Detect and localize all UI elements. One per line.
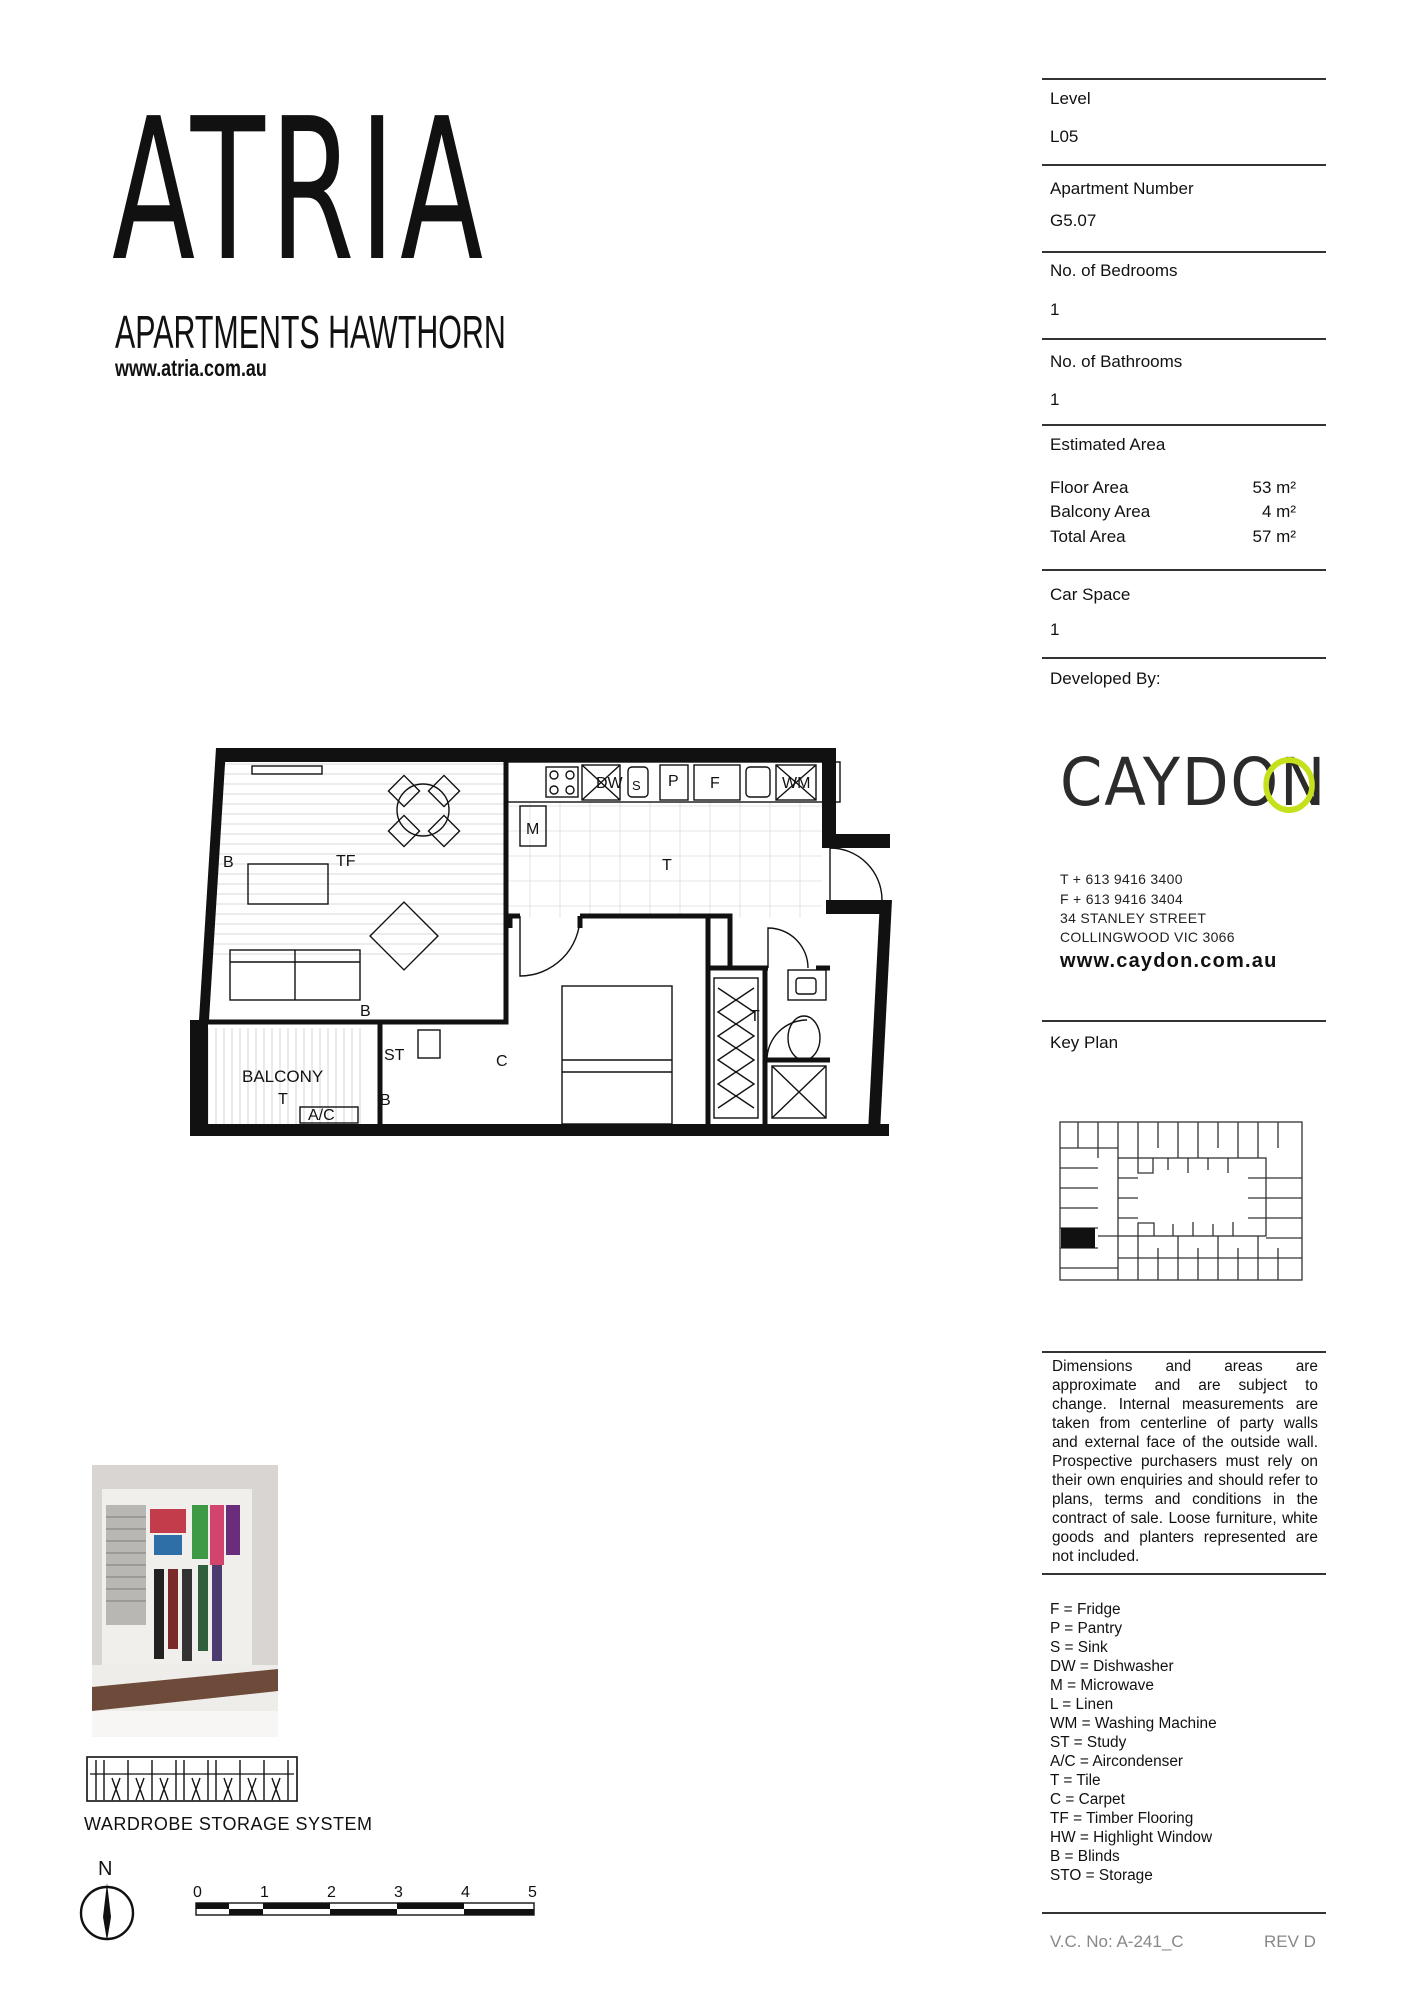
divider — [1042, 338, 1326, 340]
divider — [1042, 251, 1326, 253]
plan-label-b1: B — [223, 854, 234, 871]
wardrobe-diagram — [86, 1756, 298, 1802]
area-label: Estimated Area — [1050, 435, 1166, 454]
plan-label-balcony: BALCONY — [242, 1067, 324, 1086]
level-label: Level — [1050, 89, 1091, 108]
floor-area-label: Floor Area — [1050, 478, 1129, 497]
developer-street: 34 STANLEY STREET — [1060, 910, 1207, 926]
scale-tick-label: 0 — [193, 1884, 202, 1901]
legend-item: ST = Study — [1050, 1734, 1127, 1751]
balcony-area-label: Balcony Area — [1050, 502, 1151, 521]
scale-tick-label: 4 — [461, 1884, 470, 1901]
plan-label-ac: A/C — [308, 1107, 335, 1124]
bedrooms-label: No. of Bedrooms — [1050, 261, 1178, 280]
north-label: N — [98, 1858, 113, 1880]
developer-logo — [1060, 744, 1327, 821]
total-area-label: Total Area — [1050, 527, 1126, 546]
divider — [1042, 424, 1326, 426]
developer-city: COLLINGWOOD VIC 3066 — [1060, 929, 1235, 945]
developer-logo-ring — [1261, 752, 1322, 818]
north-arrow — [78, 1855, 138, 1943]
bathrooms-label: No. of Bathrooms — [1050, 352, 1183, 371]
developer-fax: F + 613 9416 3404 — [1060, 891, 1184, 907]
divider — [1042, 569, 1326, 571]
apartment-value: G5.07 — [1050, 211, 1097, 230]
car-label: Car Space — [1050, 585, 1131, 604]
footer-rev: REV D — [1264, 1932, 1316, 1951]
developer-label: Developed By: — [1050, 669, 1161, 688]
plan-label-wm: WM — [782, 775, 811, 792]
developer-web[interactable]: www.caydon.com.au — [1060, 950, 1278, 972]
developer-logo-text: CAYDON — [1060, 744, 1328, 821]
apartment-label: Apartment Number — [1050, 179, 1194, 198]
disclaimer-text: Dimensions and areas are approximate and are subject to change. Internal measurements are taken from centerline of party walls and external face of the outside wall. Prospective purchasers must rely on their own enquiries and should refer to plans, terms and conditions in the contract of sale. Loose furniture, white goods and planters represented are not included. — [1052, 1358, 1318, 1565]
legend — [1050, 1600, 1217, 1885]
plan-label-f: F — [710, 775, 720, 792]
brand-url[interactable]: www.atria.com.au — [115, 355, 267, 381]
legend-item: A/C = Aircondenser — [1050, 1753, 1184, 1770]
plan-label-t2: T — [750, 1008, 760, 1025]
balcony-area-row — [1050, 502, 1296, 522]
key-plan-highlight — [1061, 1228, 1095, 1248]
plan-label-c: C — [496, 1053, 508, 1070]
plan-label-p: P — [668, 773, 679, 790]
plan-label-b3: B — [380, 1092, 391, 1109]
car-value: 1 — [1050, 620, 1060, 639]
scale-tick-label: 1 — [260, 1884, 269, 1901]
developer-phone: T + 613 9416 3400 — [1060, 871, 1183, 887]
brand-subtitle: APARTMENTS HAWTHORN — [115, 306, 506, 358]
divider — [1042, 1912, 1326, 1914]
legend-item: C = Carpet — [1050, 1791, 1125, 1808]
plan-label-st: ST — [384, 1047, 405, 1064]
plan-label-dw: DW — [596, 775, 623, 792]
level-value: L05 — [1050, 127, 1079, 146]
legend-item: P = Pantry — [1050, 1620, 1123, 1637]
total-area-value: 57 m² — [1252, 527, 1296, 546]
divider — [1042, 1573, 1326, 1575]
legend-item: TF = Timber Flooring — [1050, 1810, 1194, 1827]
floor-area-value: 53 m² — [1252, 478, 1296, 497]
plan-label-t1: T — [662, 857, 672, 874]
legend-item: HW = Highlight Window — [1050, 1829, 1213, 1846]
divider — [1042, 657, 1326, 659]
legend-item: M = Microwave — [1050, 1677, 1154, 1694]
total-area-row — [1050, 527, 1296, 547]
wardrobe-photo — [92, 1465, 278, 1737]
scale-tick-label: 3 — [394, 1884, 403, 1901]
plan-label-tf: TF — [336, 853, 356, 870]
legend-item: B = Blinds — [1050, 1848, 1120, 1865]
scale-bar — [190, 1880, 540, 1930]
legend-item: STO = Storage — [1050, 1867, 1153, 1884]
legend-item: S = Sink — [1050, 1639, 1108, 1656]
plan-label-b2: B — [360, 1003, 371, 1020]
key-plan — [1058, 1118, 1306, 1286]
wardrobe-caption: WARDROBE STORAGE SYSTEM — [84, 1814, 373, 1834]
scale-tick-label: 2 — [327, 1884, 336, 1901]
bedrooms-value: 1 — [1050, 300, 1060, 319]
legend-item: WM = Washing Machine — [1050, 1715, 1217, 1732]
scale-tick-label: 5 — [528, 1884, 537, 1901]
divider — [1042, 78, 1326, 80]
divider — [1042, 164, 1326, 166]
plan-label-m: M — [526, 821, 540, 838]
floor-area-row — [1050, 478, 1296, 498]
floor-plan — [190, 740, 910, 1150]
balcony-area-value: 4 m² — [1262, 502, 1296, 521]
bathrooms-value: 1 — [1050, 390, 1060, 409]
divider — [1042, 1020, 1326, 1022]
legend-item: F = Fridge — [1050, 1601, 1121, 1618]
legend-item: T = Tile — [1050, 1772, 1101, 1789]
keyplan-label: Key Plan — [1050, 1033, 1119, 1052]
footer-vc: V.C. No: A-241_C — [1050, 1932, 1184, 1951]
legend-item: DW = Dishwasher — [1050, 1658, 1174, 1675]
plan-label-s: S — [632, 778, 641, 793]
plan-label-t3: T — [278, 1091, 288, 1108]
legend-item: L = Linen — [1050, 1696, 1114, 1713]
divider — [1042, 1351, 1326, 1353]
brand-logo: ATRIA — [112, 77, 489, 305]
